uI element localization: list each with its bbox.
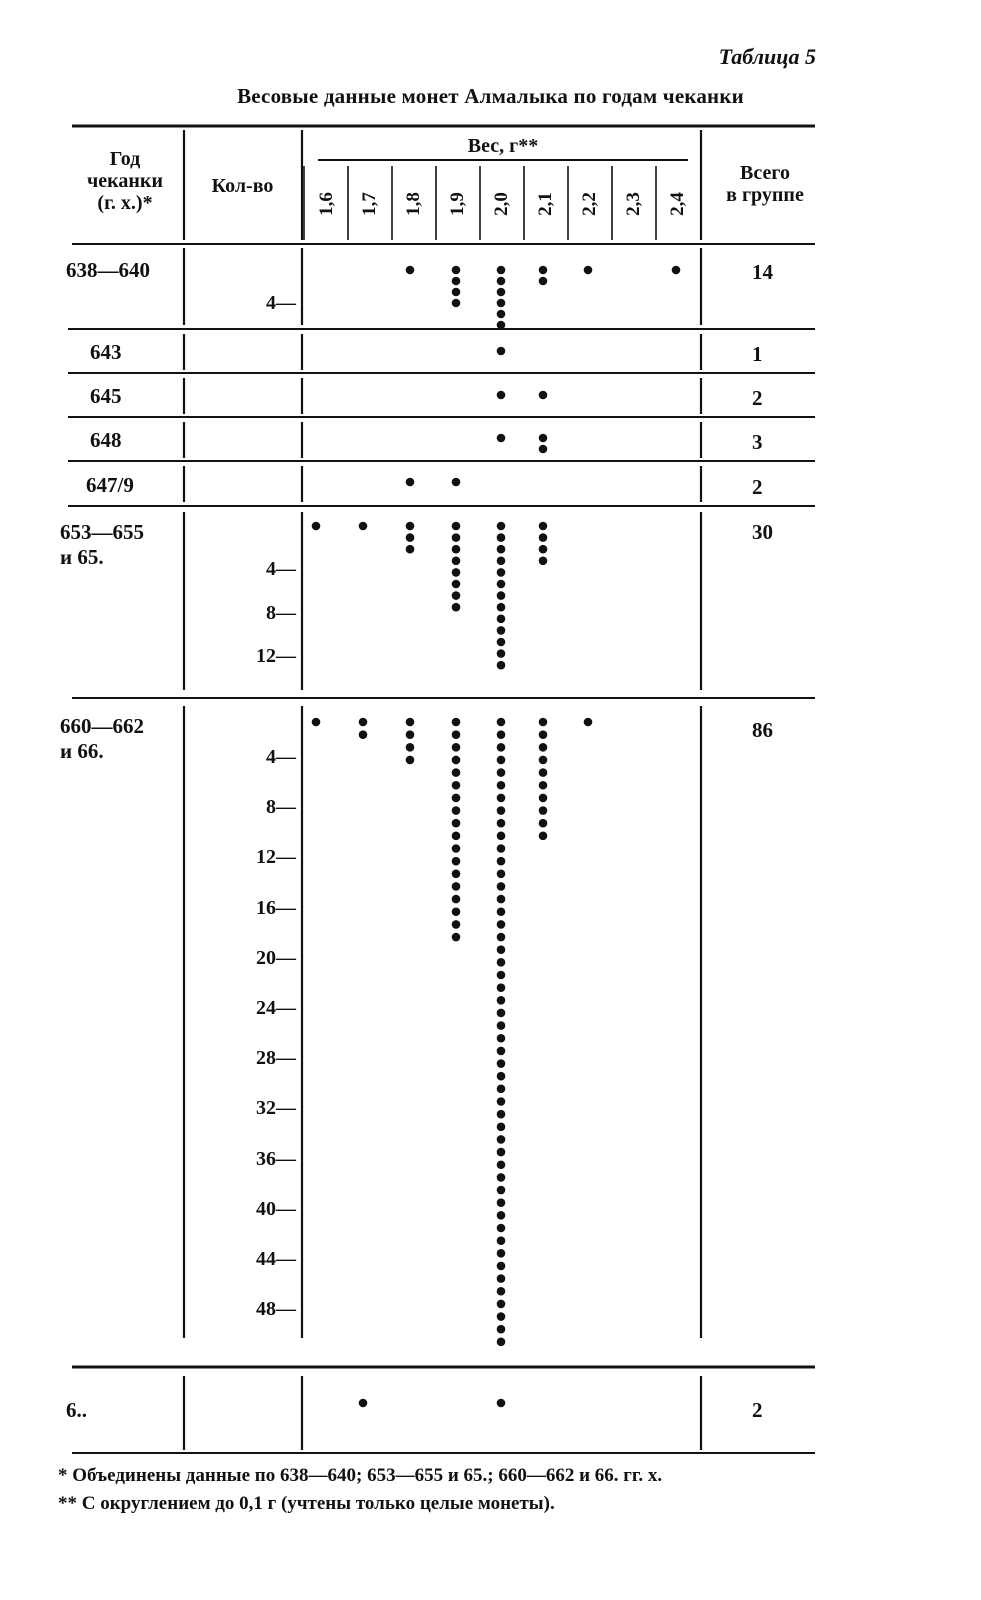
row-label <box>86 473 134 498</box>
count-tick: 36— <box>256 1147 296 1170</box>
coin-dot <box>452 277 461 286</box>
coin-dot <box>497 310 506 319</box>
coin-dot <box>497 568 506 577</box>
coin-dot <box>497 1198 506 1207</box>
coin-dot <box>406 478 415 487</box>
coin-dot <box>452 819 461 828</box>
coin-dot <box>452 756 461 765</box>
coin-dot <box>497 983 506 992</box>
row-label <box>90 428 122 453</box>
row-label-line: 647/9 <box>86 473 134 497</box>
coin-dot <box>497 1009 506 1018</box>
coin-dot <box>406 522 415 531</box>
coin-dot <box>497 1338 506 1347</box>
coin-dot <box>452 299 461 308</box>
coin-dot <box>497 533 506 542</box>
coin-dot <box>497 522 506 531</box>
coin-dot <box>452 832 461 841</box>
coin-dot <box>497 1274 506 1283</box>
weight-col-3: 1,9 <box>447 192 468 216</box>
coin-dot <box>497 1072 506 1081</box>
row-label <box>66 1398 87 1423</box>
table-title: Весовые данные монет Алмалыка по годам чеканки <box>237 84 744 108</box>
count-tick: 8— <box>266 601 296 624</box>
row-label <box>66 258 150 283</box>
coin-dot <box>452 743 461 752</box>
coin-dot <box>539 522 548 531</box>
weight-col-1: 1,7 <box>359 192 380 216</box>
coin-dot <box>452 907 461 916</box>
coin-dot <box>497 945 506 954</box>
row-label-line: 6.. <box>66 1398 87 1422</box>
count-tick: 4— <box>266 558 296 580</box>
weight-col-8: 2,4 <box>667 192 688 216</box>
coin-dot <box>539 557 548 566</box>
count-tick: 44— <box>256 1248 296 1270</box>
coin-dot <box>497 1021 506 1030</box>
weight-col-4: 2,0 <box>491 192 512 216</box>
coin-dot <box>539 533 548 542</box>
coin-dot <box>452 844 461 853</box>
coin-dot <box>497 1300 506 1309</box>
coin-dot <box>672 266 681 275</box>
coin-dot <box>497 794 506 803</box>
coin-dot <box>497 907 506 916</box>
coin-dot <box>539 781 548 790</box>
coin-dot <box>452 806 461 815</box>
count-tick: 40— <box>256 1197 296 1220</box>
coin-dot <box>497 1123 506 1132</box>
coin-dot <box>497 819 506 828</box>
coin-dot <box>497 299 506 308</box>
row-label-line: 643 <box>90 340 122 364</box>
coin-dot <box>539 730 548 739</box>
coin-dot <box>452 768 461 777</box>
coin-dot <box>584 718 593 727</box>
coin-dot <box>497 756 506 765</box>
coin-dot <box>497 1085 506 1094</box>
coin-dot <box>359 1399 368 1408</box>
coin-dot <box>406 730 415 739</box>
coin-dot <box>452 895 461 904</box>
coin-dot <box>497 1236 506 1245</box>
coin-dot <box>497 1312 506 1321</box>
coin-dot <box>497 1224 506 1233</box>
coin-dot <box>497 1287 506 1296</box>
coin-dot <box>539 743 548 752</box>
coin-dot <box>497 347 506 356</box>
footnote-1: * Объединены данные по 638—640; 653—655 и 65.; 660—662 и 66. гг. х. <box>58 1465 663 1486</box>
coin-dot <box>452 920 461 929</box>
weight-col-2: 1,8 <box>403 192 424 216</box>
coin-dot <box>539 445 548 454</box>
coin-dot <box>497 996 506 1005</box>
coin-dot <box>584 266 593 275</box>
coin-dot <box>497 626 506 635</box>
coin-dot <box>539 545 548 554</box>
row-total: 30 <box>752 520 773 544</box>
coin-dot <box>497 781 506 790</box>
row-label-line: 645 <box>90 384 122 408</box>
coin-dot <box>452 857 461 866</box>
row-label <box>90 384 122 409</box>
coin-dot <box>452 882 461 891</box>
coin-dot <box>497 806 506 815</box>
count-tick: 4— <box>266 292 296 314</box>
header-total: Всего в группе <box>726 162 804 206</box>
coin-dot <box>497 266 506 275</box>
coin-dot <box>497 1186 506 1195</box>
coin-dot <box>497 844 506 853</box>
count-tick: 8— <box>266 796 296 819</box>
row-total: 2 <box>752 1398 763 1422</box>
coin-dot <box>497 832 506 841</box>
coin-dot <box>497 895 506 904</box>
coin-dot <box>497 768 506 777</box>
coin-dot <box>497 603 506 612</box>
coin-dot <box>539 756 548 765</box>
coin-dot <box>497 933 506 942</box>
table-number-label: Таблица 5 <box>718 44 816 69</box>
weight-col-6: 2,2 <box>579 192 600 216</box>
coin-dot <box>497 857 506 866</box>
coin-dot <box>406 718 415 727</box>
coin-dot <box>452 545 461 554</box>
coin-dot <box>497 1160 506 1169</box>
row-total: 2 <box>752 386 763 410</box>
row-total: 3 <box>752 430 763 454</box>
row-label <box>90 340 122 365</box>
coin-dot <box>406 533 415 542</box>
row-total: 1 <box>752 342 763 366</box>
count-tick: 28— <box>256 1047 296 1070</box>
coin-dot <box>539 806 548 815</box>
coin-dot <box>497 1034 506 1043</box>
coin-dot <box>497 1173 506 1182</box>
coin-dot <box>497 870 506 879</box>
coin-dot <box>497 1399 506 1408</box>
coin-dot <box>452 870 461 879</box>
coin-dot <box>452 580 461 589</box>
coin-dot <box>452 288 461 297</box>
coin-dot <box>452 522 461 531</box>
coin-dot <box>497 971 506 980</box>
coin-dot <box>452 591 461 600</box>
coin-dot <box>539 819 548 828</box>
coin-dot <box>452 730 461 739</box>
coin-dot <box>497 743 506 752</box>
row-label <box>60 714 144 764</box>
coin-dot <box>497 557 506 566</box>
coin-dot <box>539 391 548 400</box>
row-label-line: 660—662 <box>60 714 144 738</box>
coin-dot <box>497 882 506 891</box>
header-count: Кол-во <box>211 175 274 197</box>
coin-dot <box>539 768 548 777</box>
count-tick: 32— <box>256 1097 296 1120</box>
coin-dot <box>497 661 506 670</box>
coin-dot <box>539 718 548 727</box>
count-tick: 16— <box>256 896 296 919</box>
coin-dot <box>497 1110 506 1119</box>
coin-dot <box>452 478 461 487</box>
row-label-line: 638—640 <box>66 258 150 282</box>
coin-dot <box>497 1097 506 1106</box>
coin-dot <box>539 794 548 803</box>
coin-dot <box>497 1325 506 1334</box>
coin-dot <box>312 718 321 727</box>
row-total: 86 <box>752 718 773 742</box>
coin-dot <box>452 533 461 542</box>
coin-dot <box>359 730 368 739</box>
coin-dot <box>497 1059 506 1068</box>
row-label-line: и 65. <box>60 545 104 569</box>
coin-dot <box>452 933 461 942</box>
coin-dot <box>452 568 461 577</box>
coin-dot <box>452 266 461 275</box>
coin-dot <box>406 545 415 554</box>
coin-dot <box>497 1262 506 1271</box>
coin-dot <box>497 288 506 297</box>
count-tick: 4— <box>266 746 296 768</box>
coin-dot <box>406 756 415 765</box>
coin-dot <box>497 1211 506 1220</box>
weight-col-0: 1,6 <box>316 192 337 216</box>
coin-dot <box>452 557 461 566</box>
coin-dot <box>452 794 461 803</box>
coin-dot <box>497 730 506 739</box>
coin-dot <box>497 580 506 589</box>
coin-dot <box>497 920 506 929</box>
row-total: 14 <box>752 260 773 284</box>
coin-dot <box>497 1047 506 1056</box>
coin-dot <box>497 1148 506 1157</box>
row-total: 2 <box>752 475 763 499</box>
header-weight: Вес, г** <box>467 135 539 157</box>
coin-dot <box>539 266 548 275</box>
coin-dot <box>497 649 506 658</box>
coin-dot <box>497 391 506 400</box>
footnote-2: ** С округлением до 0,1 г (учтены только целые монеты). <box>58 1493 555 1514</box>
coin-dot <box>497 1249 506 1258</box>
coin-dot <box>539 434 548 443</box>
weight-col-5: 2,1 <box>535 192 556 216</box>
coin-dot <box>539 832 548 841</box>
coin-dot <box>497 638 506 647</box>
header-year: Год чеканки (г. х.)* <box>87 148 163 214</box>
coin-dot <box>359 718 368 727</box>
count-tick: 24— <box>256 997 296 1019</box>
coin-dot <box>497 958 506 967</box>
coin-dot <box>452 603 461 612</box>
coin-dot <box>406 266 415 275</box>
coin-dot <box>497 434 506 443</box>
row-label-line: 648 <box>90 428 122 452</box>
coin-dot <box>497 591 506 600</box>
row-label-line: и 66. <box>60 739 104 763</box>
count-tick: 12— <box>256 846 296 869</box>
coin-dot <box>359 522 368 531</box>
coin-dot <box>539 277 548 286</box>
coin-dot <box>497 615 506 624</box>
row-label <box>60 520 144 570</box>
coin-dot <box>452 718 461 727</box>
count-tick: 48— <box>256 1298 296 1321</box>
coin-dot <box>406 743 415 752</box>
coin-dot <box>312 522 321 531</box>
coin-dot <box>497 718 506 727</box>
weight-col-7: 2,3 <box>623 192 644 216</box>
count-tick: 12— <box>256 645 296 667</box>
coin-dot <box>497 321 506 330</box>
row-label-line: 653—655 <box>60 520 144 544</box>
coin-dot <box>497 1135 506 1144</box>
coin-dot <box>497 277 506 286</box>
count-tick: 20— <box>256 946 296 969</box>
coin-dot <box>452 781 461 790</box>
coin-dot <box>497 545 506 554</box>
